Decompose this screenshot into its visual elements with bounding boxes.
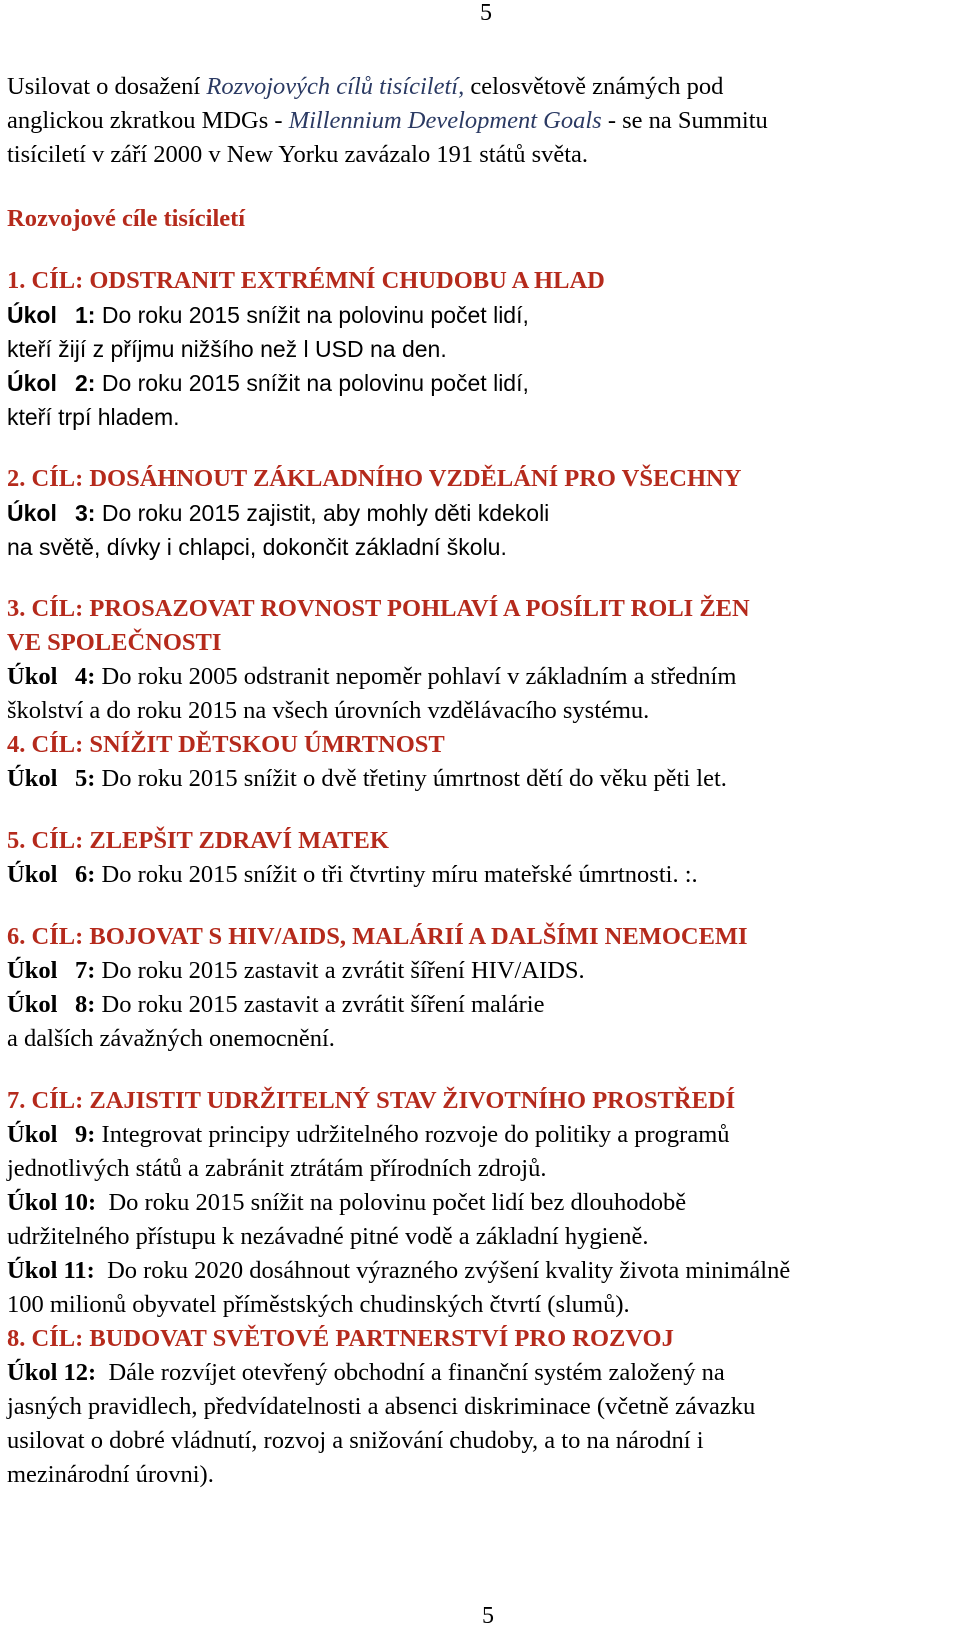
task-line	[7, 496, 957, 530]
task-line: a dalších závažných onemocnění.	[7, 1025, 335, 1052]
task-label: Úkol	[7, 1121, 58, 1148]
task-line	[7, 1356, 957, 1390]
intro-italic-term: Rozvojových cílů tisíciletí,	[206, 73, 465, 100]
task-label: Úkol	[7, 500, 57, 526]
task-line	[7, 366, 957, 400]
task-text: Do roku 2015 snížit na polovinu počet lidí,	[101, 370, 529, 396]
task-number: 7:	[75, 957, 96, 984]
task-label: Úkol	[7, 1359, 58, 1386]
task-number: 12:	[63, 1359, 97, 1386]
task-text: Dále rozvíjet otevřený obchodní a finanční systém založený na	[108, 1359, 725, 1386]
task-label: Úkol	[7, 1257, 58, 1284]
task-label: Úkol	[7, 861, 58, 888]
task-line: 100 milionů obyvatel příměstských chudinských čtvrtí (slumů).	[7, 1291, 630, 1318]
task-text: Do roku 2005 odstranit nepoměr pohlaví v základním a středním	[101, 663, 737, 690]
task-number: 4:	[75, 663, 96, 690]
task-line	[7, 954, 957, 988]
intro-line-1	[7, 70, 957, 104]
task-label: Úkol	[7, 991, 58, 1018]
task-text: Integrovat principy udržitelného rozvoje do politiky a programů	[101, 1121, 730, 1148]
intro-text: celosvětově známých pod	[464, 73, 724, 100]
task-line	[7, 1118, 957, 1152]
task-line	[7, 762, 957, 796]
task-text: Do roku 2015 snížit na polovinu počet lidí bez dlouhodobě	[108, 1189, 687, 1216]
task-line: kteří žijí z příjmu nižšího než l USD na den.	[7, 336, 447, 362]
intro-line-2	[7, 104, 957, 138]
task-line	[7, 1186, 957, 1220]
task-number: 10:	[63, 1189, 97, 1216]
intro-italic-term: Millennium Development Goals	[288, 107, 602, 134]
task-text: Do roku 2020 dosáhnout výrazného zvýšení kvality života minimálně	[107, 1257, 791, 1284]
goal-heading: 2. CÍL: DOSÁHNOUT ZÁKLADNÍHO VZDĚLÁNÍ PRO VŠECHNY	[7, 465, 742, 492]
goal-heading: 6. CÍL: BOJOVAT S HIV/AIDS, MALÁRIÍ A DALŠÍMI NEMOCEMI	[7, 923, 748, 950]
task-line	[7, 988, 957, 1022]
task-label: Úkol	[7, 663, 58, 690]
task-line	[7, 1254, 957, 1288]
task-text: Do roku 2015 snížit o dvě třetiny úmrtnost dětí do věku pěti let.	[101, 765, 727, 792]
goal-heading: 8. CÍL: BUDOVAT SVĚTOVÉ PARTNERSTVÍ PRO ROZVOJ	[7, 1325, 674, 1352]
task-line	[7, 858, 957, 892]
task-label: Úkol	[7, 957, 58, 984]
task-label: Úkol	[7, 765, 58, 792]
task-text: Do roku 2015 snížit na polovinu počet lidí,	[101, 302, 529, 328]
task-text: Do roku 2015 zajistit, aby mohly děti kdekoli	[101, 500, 550, 526]
task-number: 1:	[75, 302, 96, 328]
goal-heading: VE SPOLEČNOSTI	[7, 629, 222, 656]
task-line: jasných pravidlech, předvídatelnosti a absenci diskriminace (včetně závazku	[7, 1393, 756, 1420]
task-line: na světě, dívky i chlapci, dokončit základní školu.	[7, 534, 507, 560]
task-label: Úkol	[7, 302, 57, 328]
intro-text: - se na Summitu	[601, 107, 768, 134]
task-line: školství a do roku 2015 na všech úrovních vzdělávacího systému.	[7, 697, 650, 724]
goal-heading: 1. CÍL: ODSTRANIT EXTRÉMNÍ CHUDOBU A HLAD	[7, 267, 605, 294]
section-title: Rozvojové cíle tisíciletí	[7, 205, 246, 232]
task-number: 8:	[75, 991, 96, 1018]
task-label: Úkol	[7, 370, 57, 396]
task-line	[7, 298, 957, 332]
task-text: Do roku 2015 zastavit a zvrátit šíření HIV/AIDS.	[101, 957, 585, 984]
task-number: 2:	[75, 370, 96, 396]
document-body	[7, 70, 957, 1492]
task-text: Do roku 2015 snížit o tři čtvrtiny míru mateřské úmrtnosti. :.	[101, 861, 698, 888]
intro-line-3: tisíciletí v září 2000 v New Yorku zavázalo 191 států světa.	[7, 141, 589, 168]
task-line: udržitelného přístupu k nezávadné pitné vodě a základní hygieně.	[7, 1223, 649, 1250]
task-line: kteří trpí hladem.	[7, 404, 180, 430]
goal-heading: 4. CÍL: SNÍŽIT DĚTSKOU ÚMRTNOST	[7, 731, 445, 758]
task-number: 3:	[75, 500, 96, 526]
task-text: Do roku 2015 zastavit a zvrátit šíření malárie	[101, 991, 545, 1018]
intro-text: anglickou zkratkou MDGs -	[7, 107, 289, 134]
goal-heading: 3. CÍL: PROSAZOVAT ROVNOST POHLAVÍ A POSÍLIT ROLI ŽEN	[7, 595, 750, 622]
task-number: 9:	[75, 1121, 96, 1148]
page-number-top: 5	[480, 0, 492, 26]
task-number: 11:	[63, 1257, 95, 1284]
task-line: jednotlivých států a zabránit ztrátám přírodních zdrojů.	[7, 1155, 547, 1182]
task-label: Úkol	[7, 1189, 58, 1216]
intro-text: Usilovat o dosažení	[7, 73, 207, 100]
goal-heading: 7. CÍL: ZAJISTIT UDRŽITELNÝ STAV ŽIVOTNÍHO PROSTŘEDÍ	[7, 1087, 736, 1114]
task-line: usilovat o dobré vládnutí, rozvoj a snižování chudoby, a to na národní i	[7, 1427, 704, 1454]
page-number-bottom: 5	[482, 1603, 494, 1629]
task-number: 5:	[75, 765, 96, 792]
task-line	[7, 660, 957, 694]
goal-heading: 5. CÍL: ZLEPŠIT ZDRAVÍ MATEK	[7, 827, 389, 854]
task-number: 6:	[75, 861, 96, 888]
task-line: mezinárodní úrovni).	[7, 1461, 214, 1488]
